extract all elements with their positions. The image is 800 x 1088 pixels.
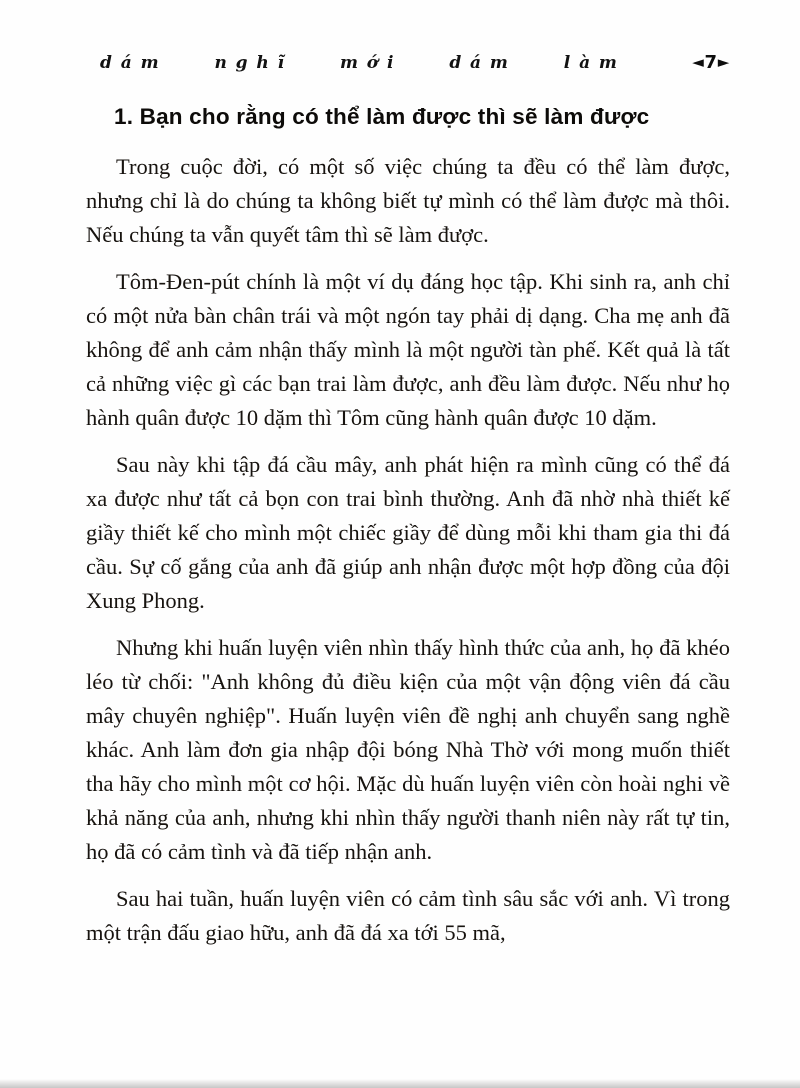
right-triangle-icon: ► xyxy=(717,53,730,71)
paragraph-2: Tôm-Đen-pút chính là một ví dụ đáng học tập. Khi sinh ra, anh chỉ có một nửa bàn chân trái và một ngón tay phải dị dạng. Cha mẹ anh đã không để anh cảm nhận thấy mình là một người tàn phế. Kết quả là tất cả những việc gì các bạn trai làm được, anh đều làm được. Nếu như họ hành quân được 10 dặm thì Tôm cũng hành quân được 10 dặm. xyxy=(86,269,730,430)
left-triangle-icon: ◄ xyxy=(692,53,705,71)
section-title: 1. Bạn cho rằng có thể làm được thì sẽ làm được xyxy=(114,104,650,129)
paragraph-1: Trong cuộc đời, có một số việc chúng ta đều có thể làm được, nhưng chỉ là do chúng ta không biết tự mình có thể làm được mà thôi. Nếu chúng ta vẫn quyết tâm thì sẽ làm được. xyxy=(86,154,730,247)
paragraph-4: Nhưng khi huấn luyện viên nhìn thấy hình thức của anh, họ đã khéo léo từ chối: "Anh không đủ điều kiện của một vận động viên đá cầu mây chuyên nghiệp". Huấn luyện viên đề nghị anh chuyển sang nghề khác. Anh làm đơn gia nhập đội bóng Nhà Thờ với mong muốn thiết tha hãy cho mình một cơ hội. Mặc dù huấn luyện viên còn hoài nghi về khả năng của anh, nhưng khi nhìn thấy người thanh niên này rất tự tin, họ đã có cảm tình và đã tiếp nhận anh. xyxy=(86,635,730,864)
page-number-marker xyxy=(692,52,730,73)
page-number: 7 xyxy=(704,52,718,73)
scan-bottom-edge xyxy=(0,1079,800,1088)
running-header xyxy=(86,52,730,73)
running-title: dám nghĩ mới dám làm xyxy=(100,53,626,73)
paragraph-5: Sau hai tuần, huấn luyện viên có cảm tình sâu sắc với anh. Vì trong một trận đấu giao hữu, anh đã đá xa tới 55 mã, xyxy=(86,886,730,945)
paragraph-3: Sau này khi tập đá cầu mây, anh phát hiện ra mình cũng có thể đá xa được như tất cả bọn con trai bình thường. Anh đã nhờ nhà thiết kế giầy thiết kế cho mình một chiếc giầy để dùng mỗi khi tham gia thi đá cầu. Sự cố gắng của anh đã giúp anh nhận được một hợp đồng của đội Xung Phong. xyxy=(86,452,730,613)
